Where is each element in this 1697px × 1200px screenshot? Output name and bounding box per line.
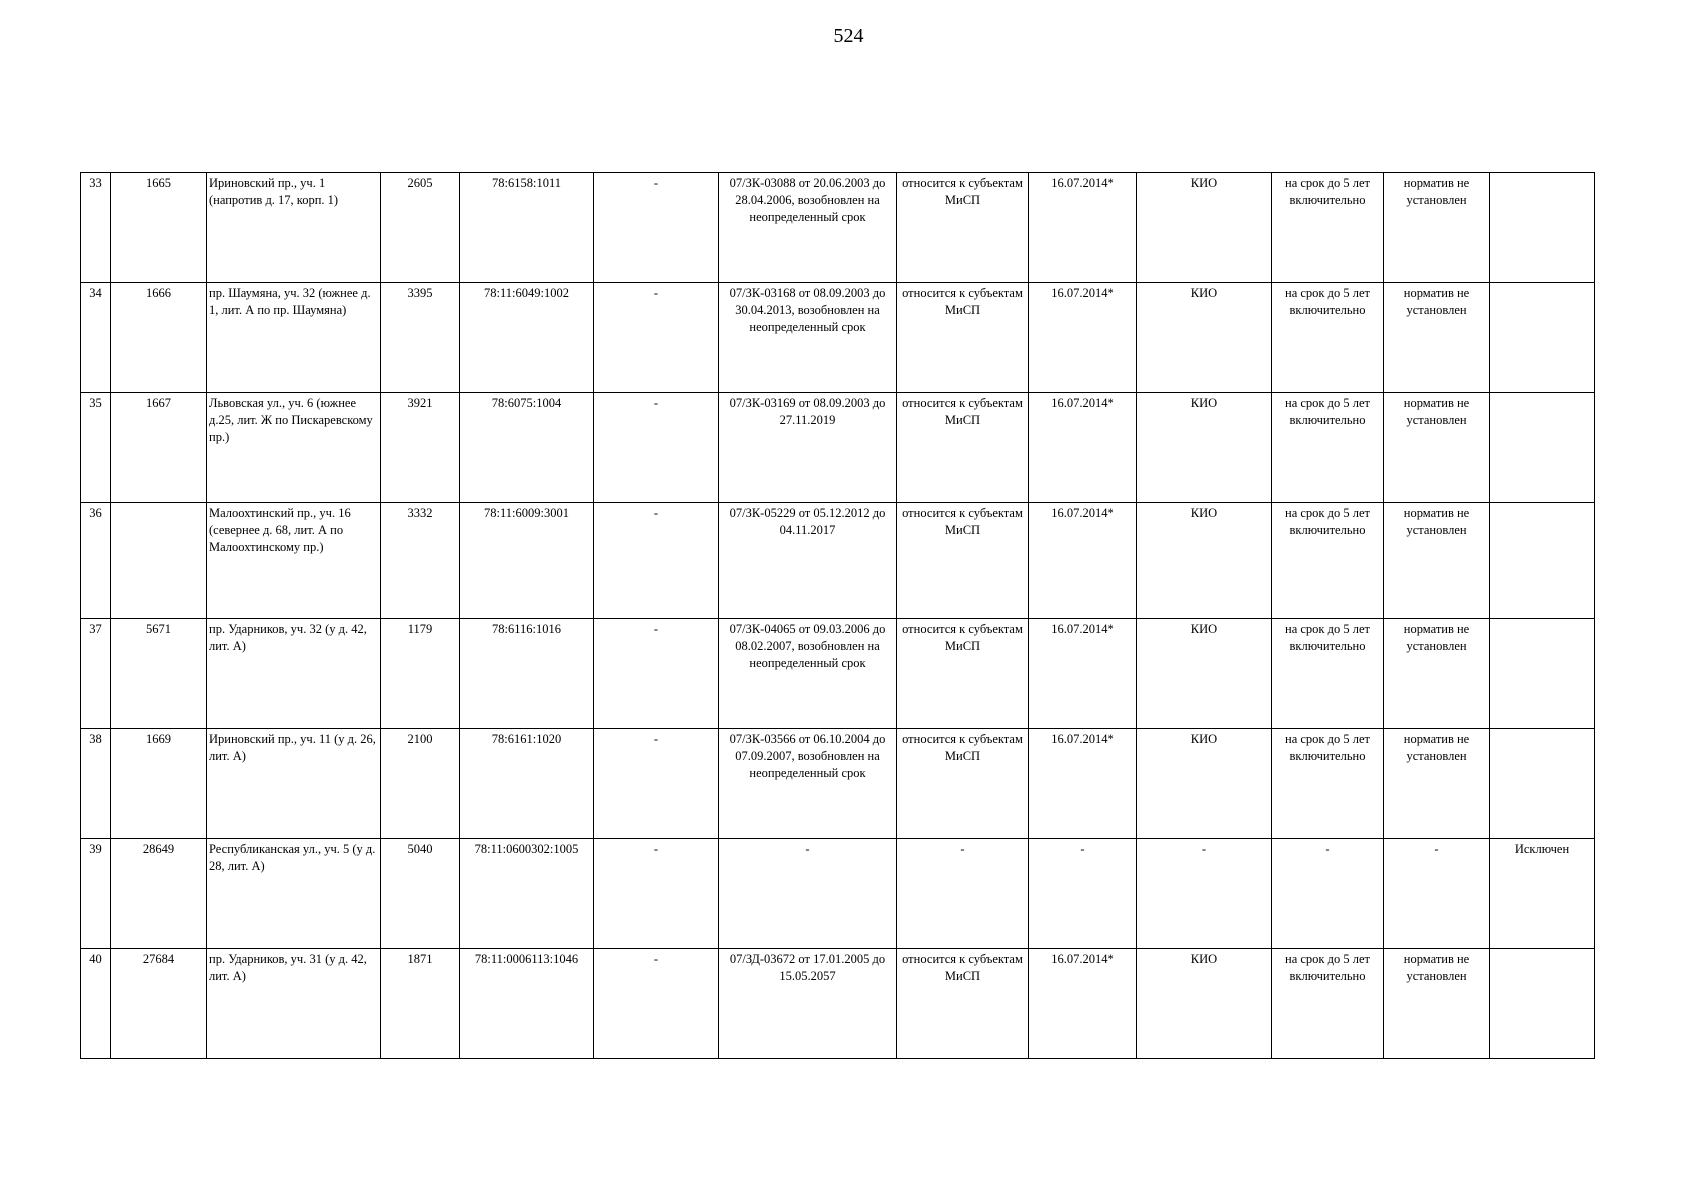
row-number-cell: 40 (81, 949, 111, 1059)
note-cell (1490, 503, 1595, 619)
contract-cell: 07/ЗК-05229 от 05.12.2012 до 04.11.2017 (719, 503, 897, 619)
row-number-cell: 35 (81, 393, 111, 503)
note-cell (1490, 173, 1595, 283)
norm-cell: норматив не установлен (1384, 729, 1490, 839)
area-cell: 1871 (381, 949, 460, 1059)
area-cell: 5040 (381, 839, 460, 949)
category-cell: относится к субъектам МиСП (897, 393, 1029, 503)
category-cell: относится к субъектам МиСП (897, 503, 1029, 619)
table-row (81, 839, 1697, 949)
organization-cell: КИО (1137, 949, 1272, 1059)
organization-cell: КИО (1137, 283, 1272, 393)
area-cell: 2100 (381, 729, 460, 839)
row-number-cell: 39 (81, 839, 111, 949)
norm-cell: норматив не установлен (1384, 619, 1490, 729)
date-cell: 16.07.2014* (1029, 619, 1137, 729)
row-number-cell: 37 (81, 619, 111, 729)
cadastral-number-cell: 78:11:0600302:1005 (460, 839, 594, 949)
object-id-cell: 5671 (111, 619, 207, 729)
table-row (81, 283, 1697, 393)
organization-cell: КИО (1137, 393, 1272, 503)
organization-cell: КИО (1137, 503, 1272, 619)
address-cell: Ириновский пр., уч. 11 (у д. 26, лит. А) (207, 729, 381, 839)
area-cell: 3921 (381, 393, 460, 503)
column-6-cell: - (594, 619, 719, 729)
term-cell: на срок до 5 лет включительно (1272, 503, 1384, 619)
norm-cell: - (1384, 839, 1490, 949)
note-cell (1490, 283, 1595, 393)
object-id-cell (111, 503, 207, 619)
contract-cell: 07/ЗК-04065 от 09.03.2006 до 08.02.2007, возобновлен на неопределенный срок (719, 619, 897, 729)
date-cell: 16.07.2014* (1029, 729, 1137, 839)
category-cell: относится к субъектам МиСП (897, 729, 1029, 839)
note-cell (1490, 393, 1595, 503)
date-cell: 16.07.2014* (1029, 283, 1137, 393)
table-row (81, 503, 1697, 619)
table-row (81, 173, 1697, 283)
contract-cell: 07/ЗК-03168 от 08.09.2003 до 30.04.2013, возобновлен на неопределенный срок (719, 283, 897, 393)
term-cell: - (1272, 839, 1384, 949)
object-id-cell: 1666 (111, 283, 207, 393)
category-cell: относится к субъектам МиСП (897, 173, 1029, 283)
column-6-cell: - (594, 393, 719, 503)
object-id-cell: 1665 (111, 173, 207, 283)
area-cell: 1179 (381, 619, 460, 729)
table-row (81, 729, 1697, 839)
term-cell: на срок до 5 лет включительно (1272, 729, 1384, 839)
date-cell: 16.07.2014* (1029, 503, 1137, 619)
address-cell: Республиканская ул., уч. 5 (у д. 28, лит. А) (207, 839, 381, 949)
address-cell: пр. Шаумяна, уч. 32 (южнее д. 1, лит. А по пр. Шаумяна) (207, 283, 381, 393)
cadastral-number-cell: 78:6116:1016 (460, 619, 594, 729)
norm-cell: норматив не установлен (1384, 949, 1490, 1059)
note-cell (1490, 619, 1595, 729)
contract-cell: - (719, 839, 897, 949)
category-cell: - (897, 839, 1029, 949)
object-id-cell: 28649 (111, 839, 207, 949)
row-number-cell: 33 (81, 173, 111, 283)
category-cell: относится к субъектам МиСП (897, 283, 1029, 393)
contract-cell: 07/ЗК-03088 от 20.06.2003 до 28.04.2006, возобновлен на неопределенный срок (719, 173, 897, 283)
column-6-cell: - (594, 729, 719, 839)
note-cell (1490, 729, 1595, 839)
row-number-cell: 36 (81, 503, 111, 619)
object-id-cell: 27684 (111, 949, 207, 1059)
cadastral-number-cell: 78:6075:1004 (460, 393, 594, 503)
date-cell: 16.07.2014* (1029, 173, 1137, 283)
cadastral-number-cell: 78:6161:1020 (460, 729, 594, 839)
contract-cell: 07/ЗД-03672 от 17.01.2005 до 15.05.2057 (719, 949, 897, 1059)
row-number-cell: 38 (81, 729, 111, 839)
area-cell: 3395 (381, 283, 460, 393)
category-cell: относится к субъектам МиСП (897, 619, 1029, 729)
term-cell: на срок до 5 лет включительно (1272, 393, 1384, 503)
object-id-cell: 1669 (111, 729, 207, 839)
address-cell: пр. Ударников, уч. 32 (у д. 42, лит. А) (207, 619, 381, 729)
term-cell: на срок до 5 лет включительно (1272, 619, 1384, 729)
category-cell: относится к субъектам МиСП (897, 949, 1029, 1059)
norm-cell: норматив не установлен (1384, 393, 1490, 503)
norm-cell: норматив не установлен (1384, 173, 1490, 283)
cadastral-number-cell: 78:11:6009:3001 (460, 503, 594, 619)
column-6-cell: - (594, 949, 719, 1059)
area-cell: 2605 (381, 173, 460, 283)
norm-cell: норматив не установлен (1384, 503, 1490, 619)
contract-cell: 07/ЗК-03566 от 06.10.2004 до 07.09.2007, возобновлен на неопределенный срок (719, 729, 897, 839)
organization-cell: КИО (1137, 173, 1272, 283)
address-cell: пр. Ударников, уч. 31 (у д. 42, лит. А) (207, 949, 381, 1059)
table-row (81, 949, 1697, 1059)
note-cell: Исключен (1490, 839, 1595, 949)
page-number: 524 (833, 25, 864, 47)
address-cell: Львовская ул., уч. 6 (южнее д.25, лит. Ж по Пискаревскому пр.) (207, 393, 381, 503)
norm-cell: норматив не установлен (1384, 283, 1490, 393)
column-6-cell: - (594, 503, 719, 619)
term-cell: на срок до 5 лет включительно (1272, 173, 1384, 283)
area-cell: 3332 (381, 503, 460, 619)
organization-cell: КИО (1137, 729, 1272, 839)
cadastral-number-cell: 78:6158:1011 (460, 173, 594, 283)
note-cell (1490, 949, 1595, 1059)
date-cell: - (1029, 839, 1137, 949)
contract-cell: 07/ЗК-03169 от 08.09.2003 до 27.11.2019 (719, 393, 897, 503)
registry-table (80, 172, 1697, 1059)
date-cell: 16.07.2014* (1029, 949, 1137, 1059)
term-cell: на срок до 5 лет включительно (1272, 949, 1384, 1059)
organization-cell: КИО (1137, 619, 1272, 729)
address-cell: Малоохтинский пр., уч. 16 (севернее д. 68, лит. А по Малоохтинскому пр.) (207, 503, 381, 619)
address-cell: Ириновский пр., уч. 1 (напротив д. 17, корп. 1) (207, 173, 381, 283)
column-6-cell: - (594, 173, 719, 283)
object-id-cell: 1667 (111, 393, 207, 503)
row-number-cell: 34 (81, 283, 111, 393)
table-row (81, 393, 1697, 503)
table-row (81, 619, 1697, 729)
organization-cell: - (1137, 839, 1272, 949)
cadastral-number-cell: 78:11:0006113:1046 (460, 949, 594, 1059)
cadastral-number-cell: 78:11:6049:1002 (460, 283, 594, 393)
column-6-cell: - (594, 283, 719, 393)
term-cell: на срок до 5 лет включительно (1272, 283, 1384, 393)
column-6-cell: - (594, 839, 719, 949)
date-cell: 16.07.2014* (1029, 393, 1137, 503)
